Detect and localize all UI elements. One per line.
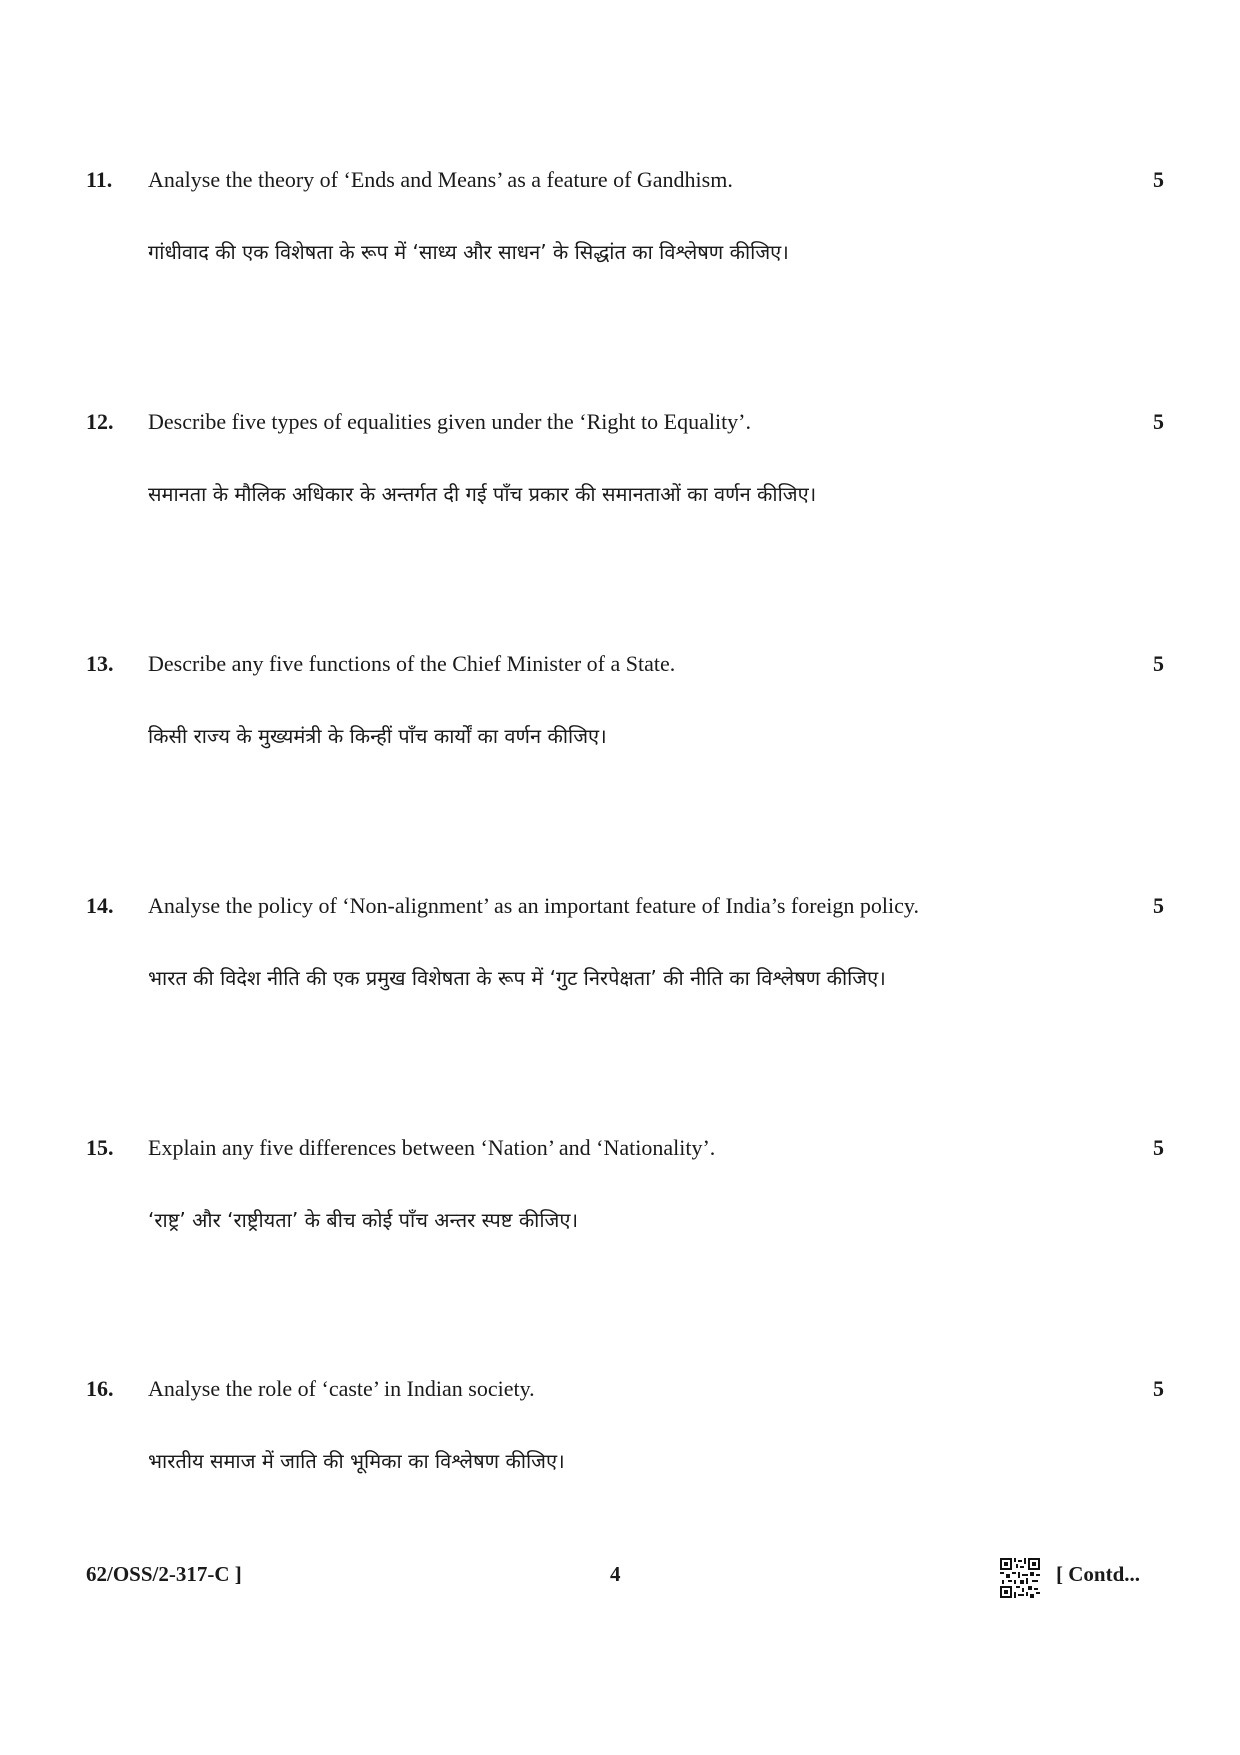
question-text-english: Analyse the role of ‘caste’ in Indian society.: [148, 1376, 535, 1401]
question-text-english: Analyse the policy of ‘Non-alignment’ as an important feature of India’s foreign policy.: [148, 893, 919, 918]
question-text-english: Describe five types of equalities given under the ‘Right to Equality’.: [148, 409, 752, 434]
question-marks: 5: [1153, 1135, 1164, 1160]
continued-label: [ Contd...: [1056, 1562, 1141, 1586]
question-marks: 5: [1153, 893, 1164, 918]
question-number: 12.: [86, 409, 114, 434]
question-text-hindi: भारतीय समाज में जाति की भूमिका का विश्लेषण कीजिए।: [148, 1449, 565, 1473]
question-number: 13.: [86, 651, 114, 676]
question-number: 14.: [86, 893, 114, 918]
question-text-hindi: भारत की विदेश नीति की एक प्रमुख विशेषता के रूप में ‘गुट निरपेक्षता’ की नीति का विश्लेषण कीजिए।: [148, 966, 886, 990]
question-number: 15.: [86, 1135, 114, 1160]
question-marks: 5: [1153, 409, 1164, 434]
question-text-english: Describe any five functions of the Chief Minister of a State.: [148, 651, 676, 676]
question-text-hindi: किसी राज्य के मुख्यमंत्री के किन्हीं पाँच कार्यों का वर्णन कीजिए।: [148, 724, 607, 748]
question-number: 11.: [86, 167, 113, 192]
page-number: 4: [610, 1562, 621, 1586]
question-text-hindi: गांधीवाद की एक विशेषता के रूप में ‘साध्य और साधन’ के सिद्धांत का विश्लेषण कीजिए।: [148, 240, 789, 264]
question-text-hindi: समानता के मौलिक अधिकार के अन्तर्गत दी गई पाँच प्रकार की समानताओं का वर्णन कीजिए।: [148, 482, 817, 506]
question-number: 16.: [86, 1376, 114, 1401]
question-text-hindi: ‘राष्ट्र’ और ‘राष्ट्रीयता’ के बीच कोई पाँच अन्तर स्पष्ट कीजिए।: [148, 1208, 579, 1232]
question-marks: 5: [1153, 167, 1164, 192]
qr-code-icon: [1000, 1558, 1040, 1598]
question-text-english: Analyse the theory of ‘Ends and Means’ as a feature of Gandhism.: [148, 167, 733, 192]
page-footer: [0, 1558, 1240, 1598]
question-text-english: Explain any five differences between ‘Nation’ and ‘Nationality’.: [148, 1135, 716, 1160]
question-marks: 5: [1153, 651, 1164, 676]
paper-code: 62/OSS/2-317-C ]: [86, 1562, 242, 1586]
question-marks: 5: [1153, 1376, 1164, 1401]
